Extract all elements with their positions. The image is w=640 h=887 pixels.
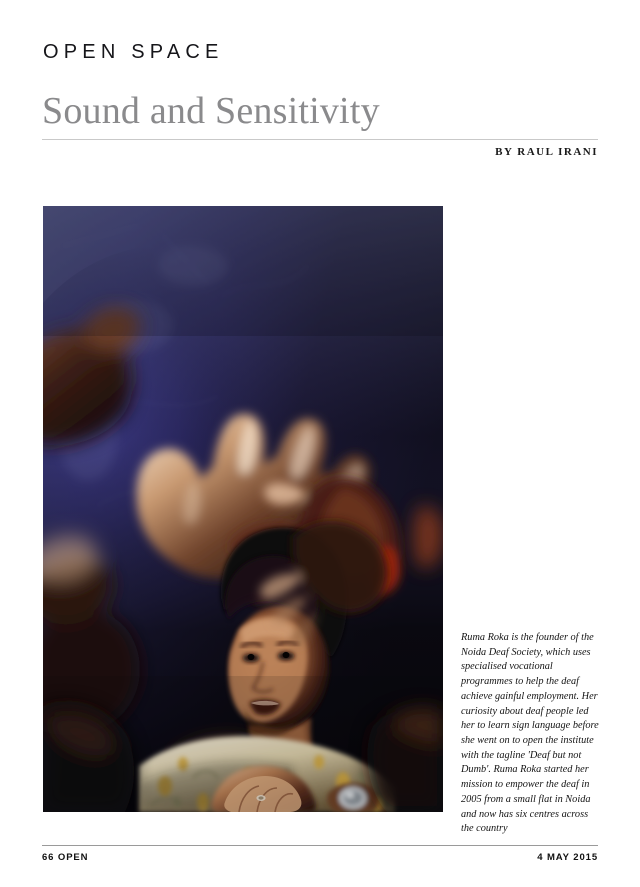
section-kicker: OPEN SPACE bbox=[43, 41, 224, 63]
title-divider bbox=[42, 139, 598, 140]
folio-issue-date: 4 MAY 2015 bbox=[537, 852, 598, 863]
footer-divider bbox=[42, 845, 598, 846]
folio-page-number: 66 OPEN bbox=[42, 852, 89, 863]
photo-illustration bbox=[43, 206, 443, 812]
byline: BY RAUL IRANI bbox=[495, 146, 598, 158]
page-title: Sound and Sensitivity bbox=[42, 90, 380, 132]
article-photo bbox=[43, 206, 443, 812]
photo-caption: Ruma Roka is the founder of the Noida Deaf Society, which uses specialised vocational programmes to help the deaf achieve gainful employment. Her curiosity about deaf people led her to learn sign language before she went on to open the institute with the tagline 'Deaf but not Dumb'. Ruma Roka started her mission to empower the deaf in 2005 from a small flat in Noida and now has six centres across the country bbox=[461, 632, 599, 835]
